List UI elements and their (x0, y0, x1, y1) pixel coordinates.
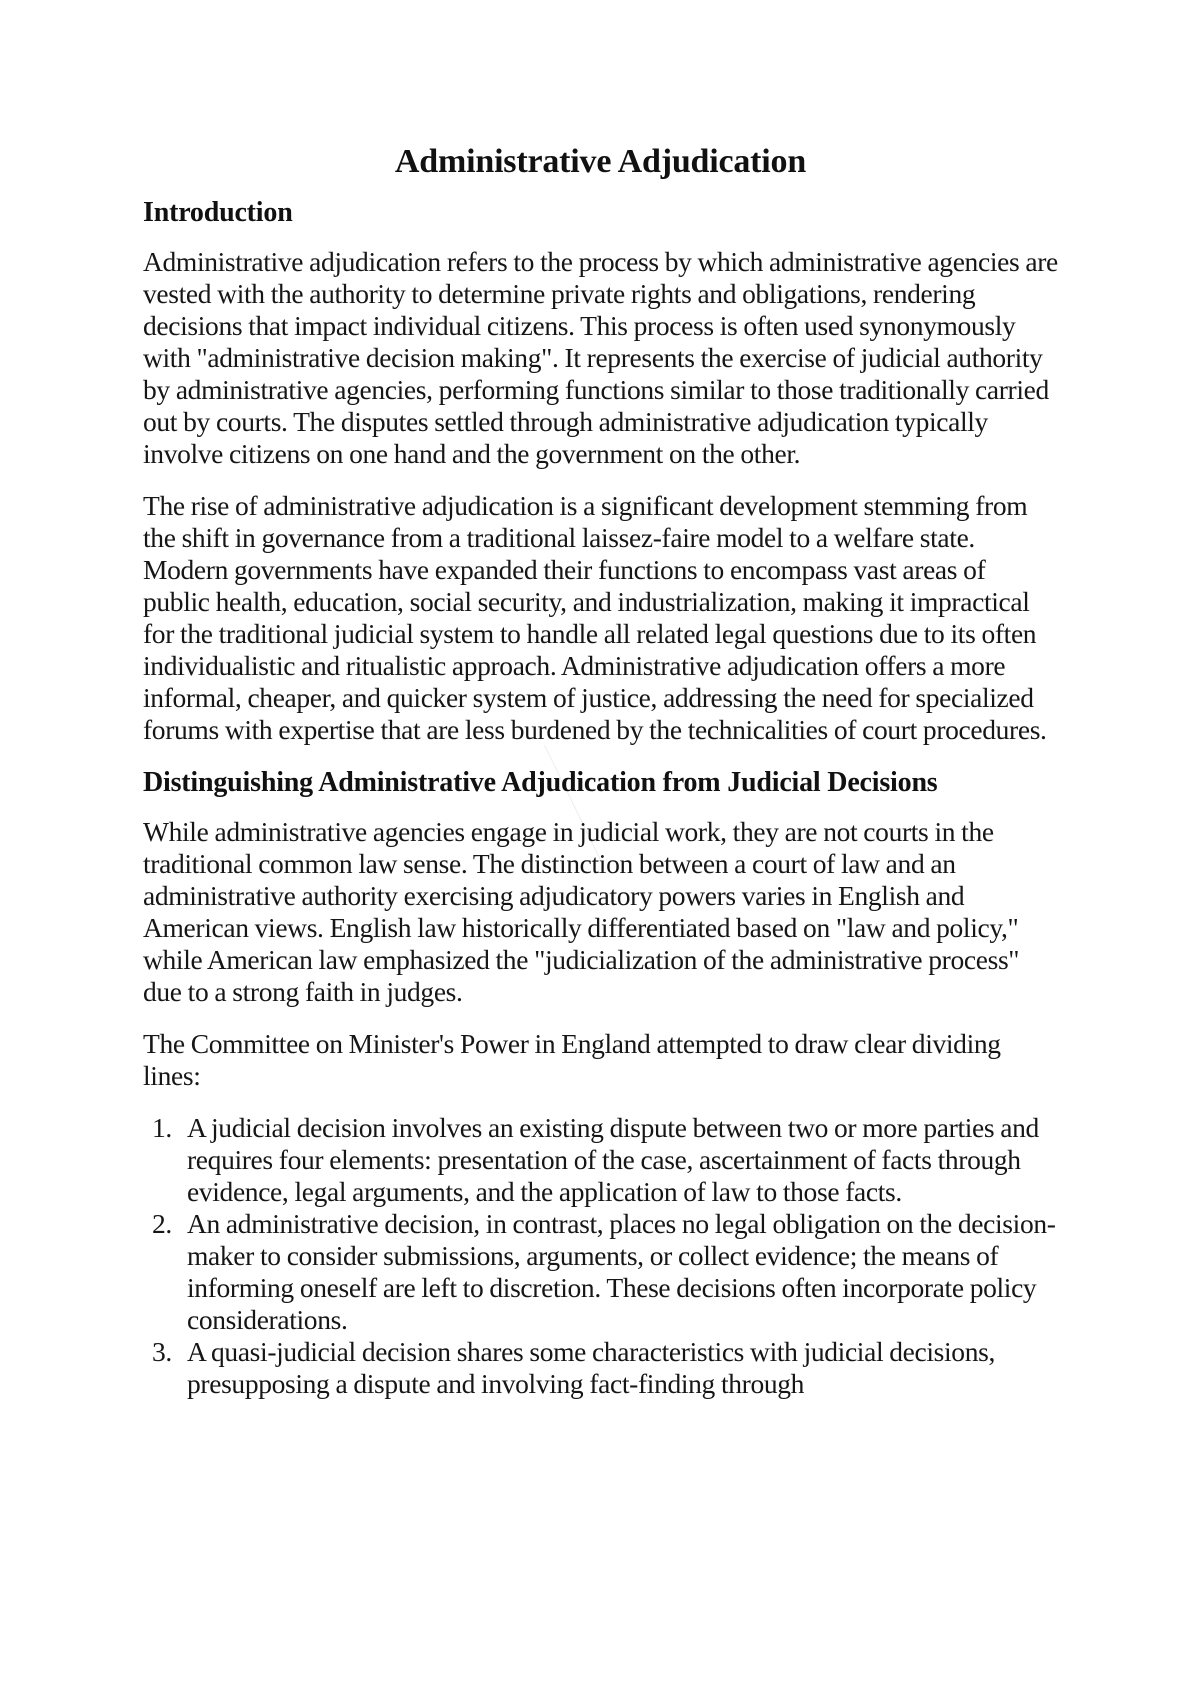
paragraph-agencies-vs-courts: While administrative agencies engage in judicial work, they are not courts in the traditional common law sense. The distinction between a court of law and an administrative authority exercising adjudicatory powers varies in English and American views. English law historically differentiated based on "law and policy," while American law emphasized the "judicialization of the administrative process" due to a strong faith in judges. (143, 816, 1020, 1007)
numbered-list (143, 1112, 1058, 1400)
section-distinguishing (143, 766, 1058, 1400)
list-item-quasi-judicial-decision: A quasi-judicial decision shares some characteristics with judicial decisions, presupposing a dispute and involving fact-finding through (187, 1336, 995, 1399)
list-item-judicial-decision: A judicial decision involves an existing dispute between two or more parties and requires four elements: presentation of the case, ascertainment of facts through evidence, legal arguments, and the application of law to those facts. (187, 1112, 1039, 1207)
paragraph-adjudication-definition: Administrative adjudication refers to the process by which administrative agencies are vested with the authority to determine private rights and obligations, rendering decisions that impact individual citizens. This process is often used synonymously with "administrative decision making". It represents the exercise of judicial authority by administrative agencies, performing functions similar to those traditionally carried out by courts. The disputes settled through administrative adjudication typically involve citizens on one hand and the government on the other. (143, 246, 1058, 469)
paragraph-committee-ministers-power: The Committee on Minister's Power in England attempted to draw clear dividing lines: (143, 1028, 1001, 1091)
document-content (143, 142, 1058, 1400)
page-title: Administrative Adjudication (394, 143, 807, 180)
heading-distinguishing: Distinguishing Administrative Adjudication from Judicial Decisions (143, 767, 938, 798)
section-introduction (143, 196, 1058, 746)
list-item-administrative-decision: An administrative decision, in contrast, places no legal obligation on the decision-maker to consider submissions, arguments, or collect evidence; the means of informing oneself are left to discretion. These decisions often incorporate policy considerations. (187, 1208, 1056, 1335)
heading-introduction: Introduction (143, 197, 293, 228)
paragraph-rise-of-adjudication: The rise of administrative adjudication is a significant development stemming from the shift in governance from a traditional laissez-faire model to a welfare state. Modern governments have expanded their functions to encompass vast areas of public health, education, social security, and industrialization, making it impractical for the traditional judicial system to handle all related legal questions due to its often individualistic and ritualistic approach. Administrative adjudication offers a more informal, cheaper, and quicker system of justice, addressing the need for specialized forums with expertise that are less burdened by the technicalities of court procedures. (143, 490, 1047, 745)
